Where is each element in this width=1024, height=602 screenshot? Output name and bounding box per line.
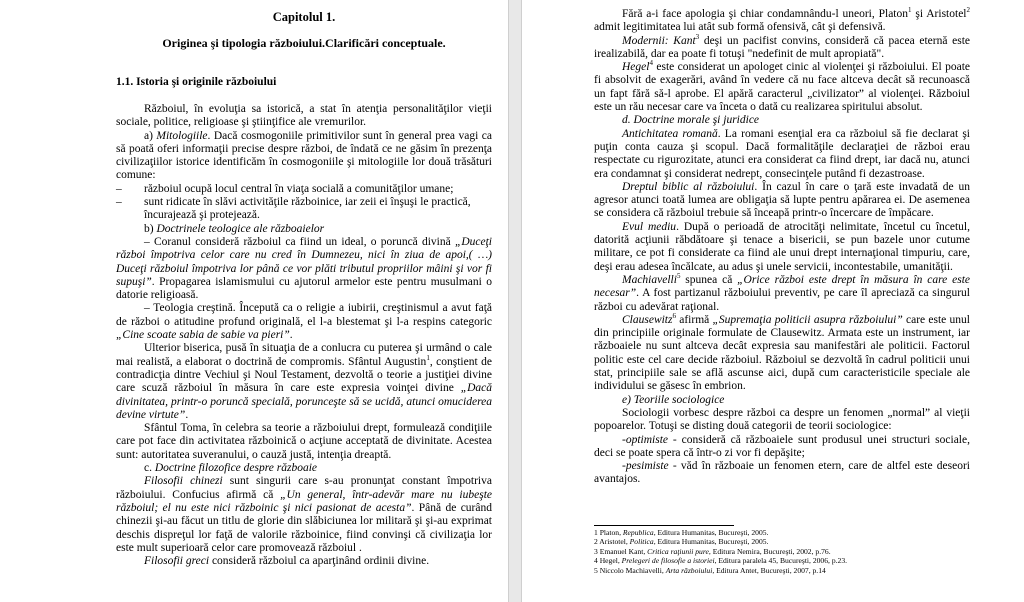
pessimist-paragraph: -pesimiste - văd în războaie un fenomen etern, care de altfel este deseori avantajos. <box>594 460 970 486</box>
footnote: 3 Emanuel Kant, Critica raţiunii pure, Editura Nemira, Bucureşti, 2002, p.76. <box>594 546 831 556</box>
hegel-paragraph: Hegel$^4$ este considerat un apologet cinic al violenţei şi războiului. El poate fi absolvit de exagerări, având în vedere că nu face altceva decât să recunoască un fapt fără să-l aprobe. El apără caracterul „civilizator” al violenţei. Războiul este un rău necesar care va înceta o dată cu realizarea spiritului absolut. <box>594 59 970 114</box>
middle-ages-paragraph: Evul mediu. După o perioadă de atrocităţi nelimitate, încetul cu încetul, datorită acţiunii răbdătoare şi tenace a bisericii, se pun bazele unor cutume militare, ce pot fi considerate ca fiind ale unui drept internaţional timpuriu, care, deşi erau adesea încălcate, au adus şi unele servicii, incontestabile, umanităţii. <box>594 220 970 273</box>
footnote: 4 Hegel, Prelegeri de filosofie a istoriei, Editura paralela 45, Bucureşti, 2006, p.23. <box>594 556 848 566</box>
list-item: – sunt ridicate în slăvi activităţile războinice, iar zeii ei înşuşi le practică, încurajează şi protejează. <box>116 196 471 222</box>
chapter-subtitle: Originea şi tipologia războiului.Clarificări conceptuale. <box>162 36 446 50</box>
theology-heading: b) Doctrinele teologice ale războaielor <box>144 222 325 235</box>
machiavelli-paragraph: Machiavelli$^5$ spunea că „Orice război este drept în măsura în care este necesar”. A fost partizanul războiului preventiv, pe care îl apreciază ca singurul război cu adevărat raţional. <box>594 272 970 313</box>
toma-paragraph: Sfântul Toma, în celebra sa teorie a războiului drept, formulează condiţiile care pot face din activitatea războinică o acţiune acceptată de divinitate. Acestea sunt: autoritatea suveranului, o cauză justă, intenţia dreaptă. <box>116 422 492 461</box>
chinese-philosophers-paragraph: Filosofii chinezi sunt singurii care s-au pronunţat constant împotriva războiului. Confucius afirmă că „Un general, într-adevăr mare nu iubeşte războiul; el nu este nici războinic şi nici pasionat de acesta”. Până de curând chinezii şi-au făcut un titlu de glorie din slăbiciunea lor militară şi şi-au exprimat deschis dispreţul lor faţă de valorile războinice, fiind convinşi că civilizaţia lor este mult superioară celor care promovează războiul . <box>116 475 492 554</box>
philosophy-heading: c. Doctrine filozofice despre războaie <box>144 462 318 475</box>
biblical-law-paragraph: Dreptul biblic al războiului. În cazul în care o ţară este invadată de un agresor atunci toată lumea are obligaţia să lupte pentru apărarea ei. De asemenea se considera că războiul trebuie să înceapă printr-o încercare de împăcare. <box>594 180 970 220</box>
christian-theology-paragraph: – Teologia creştină. Începută ca o religie a iubirii, creştinismul a avut faţă de război o atitudine profund originală, el l-a blestemat şi l-a respins categoric „Cine scoate sabia de sabie va pieri”. <box>116 302 492 342</box>
platon-paragraph: Fără a-i face apologia şi chiar condamnându-l uneori, Platon$^1$ şi Aristotel$^2$ admit legitimitatea lui atât sub formă ofensivă, cât şi defensivă. <box>594 6 970 34</box>
chapter-title: Capitolul 1. <box>272 10 336 24</box>
footnotes <box>594 528 970 576</box>
moral-doctrines-heading: d. Doctrine morale şi juridice <box>622 114 760 127</box>
sociology-paragraph: Sociologii vorbesc despre război ca despre un fenomen „normal” al vieţii popoarelor. Totuşi se disting două categorii de teorii sociologice: <box>594 406 970 433</box>
footnote: 2 Aristotel, Politica, Editura Humanitas, Bucureşti, 2005. <box>594 537 769 547</box>
roman-antiquity-paragraph: Antichitatea romană. La romani esenţial era ca războiul să fie declarat şi puţin conta cauza şi scopul. Dacă formalităţile declaraţiei de război erau respectate cu rigurozitate, atunci era considerat ca fiind drept, iar dacă nu, atunci era condamnat şi considerat nedrept, consecinţele putând fi dezastroase. <box>594 127 970 180</box>
list-item: – războiul ocupă locul central în viaţa socială a comunităţilor umane; <box>116 182 454 195</box>
left-page <box>0 0 509 602</box>
footnote: 1 Platon, Republica, Editura Humanitas, Bucureşti, 2005. <box>594 527 769 537</box>
sociological-heading: e) Teoriile sociologice <box>622 393 725 406</box>
footnote-separator <box>594 525 734 526</box>
greek-philosophers-paragraph: Filosofii greci consideră războiul ca aparţinând ordinii divine. <box>144 555 430 568</box>
augustin-paragraph: Ulterior biserica, pusă în situaţia de a conlucra cu puterea şi urmând o cale mai realistă, a elaborat o doctrină de compromis. Sfântul Augustin$^1$, conştient de contradicţia dintre Vechiul şi Noul Testament, dezvoltă o teorie a justiţiei divine care scuză războiul în măsura în care este expresia voinţei divine „Dacă divinitatea, printr-o poruncă specială, porunceşte să se ucidă, atunci omuciderea devine virtute”. <box>116 342 492 421</box>
right-page <box>521 0 1024 602</box>
clausewitz-paragraph: Clausewitz$^6$ afirmă „Supremaţia politicii asupra războiului” care este unul din principiile originale formulate de Clausewitz. Armata este un instrument, iar războaiele nu sunt altceva decât expresia sau manifestări ale politicii. Factorul politic este cel care decide războiul. Războiul se dezvoltă în cadrul politicii unui stat, principiile sale se află ascunse aici, după cum caracteristicile speciale ale individului se găsesc în embrion. <box>594 312 970 393</box>
mythology-paragraph: a) Mitologiile. Dacă cosmogoniile primitivilor sunt în general prea vagi ca să poată oferi informaţii precise despre război, de îndată ce ne găsim în prezenţa civilizaţiilor istorice identificăm în cosmogoniile şi mitologiile lor două trăsături comune: <box>116 129 492 182</box>
section-title: 1.1. Istoria şi originile războiului <box>116 76 277 88</box>
kant-paragraph: Modernii: Kant$^3$ deşi un pacifist convins, consideră că pacea eternă este irealizabilă, dar ea poate fi totuşi "nedefinit de mult apropiată". <box>594 32 970 60</box>
optimist-paragraph: -optimiste - consideră că războaiele sunt produsul unei structuri sociale, deci se poate spera că într-o zi vor fi depăşite; <box>594 433 970 459</box>
coran-paragraph: – Coranul consideră războiul ca fiind un ideal, o poruncă divină „Duceţi război împotriva celor care nu cred în Dumnezeu, nici în ziua de apoi,( …) Duceţi războiul împotriva lor până ce vor plăti tributul propriilor mâini şi vor fi supuşi”. Propagarea islamismului cu ajutorul armelor este pentru musulmani o datorie religioasă. <box>116 235 492 302</box>
footnote: 5 Niccolo Machiavelli, Arta războiului, Editura Antet, Bucureşti, 2007, p.14 <box>594 566 826 576</box>
intro-paragraph: Războiul, în evoluţia sa istorică, a stat în atenţia personalităţilor vieţii sociale, politice, religioase şi ştiinţifice ale vremurilor. <box>116 103 492 129</box>
